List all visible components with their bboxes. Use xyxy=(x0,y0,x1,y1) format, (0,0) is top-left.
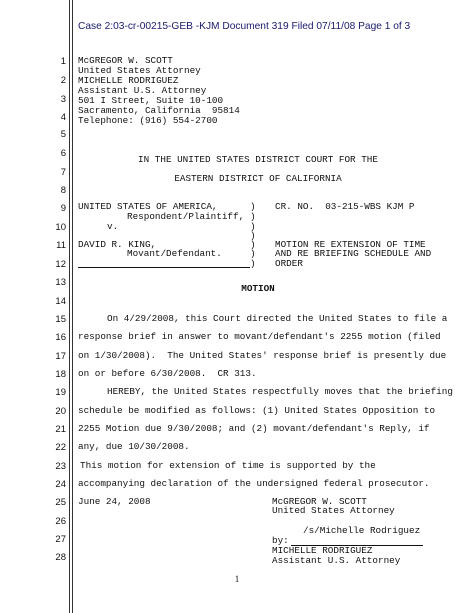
line-number: 27 xyxy=(55,534,66,545)
signature-title: United States Attorney xyxy=(272,505,395,516)
line-number: 18 xyxy=(55,369,66,380)
party-1: UNITED STATES OF AMERICA, xyxy=(78,201,218,212)
signer-name: MICHELLE RODRIGUEZ xyxy=(272,545,373,556)
line-number: 7 xyxy=(60,167,66,178)
body-line: any, due 10/30/2008. xyxy=(78,441,190,452)
line-number: 26 xyxy=(55,516,66,527)
court-name-line-1: IN THE UNITED STATES DISTRICT COURT FOR THE xyxy=(138,154,378,165)
line-number: 17 xyxy=(55,351,66,362)
caption-bracket: ) xyxy=(250,230,256,241)
left-margin-line-outer xyxy=(69,0,70,613)
address-line-1: 501 I Street, Suite 10-100 xyxy=(78,95,224,106)
line-number: 21 xyxy=(55,424,66,435)
caption-bracket: ) xyxy=(250,221,256,232)
body-line: accompanying declaration of the undersigned federal prosecutor. xyxy=(78,478,430,489)
signature-by: by: xyxy=(272,535,289,546)
party-2: DAVID R. KING, xyxy=(78,239,157,250)
line-number: 28 xyxy=(55,552,66,563)
line-number: 8 xyxy=(60,185,66,196)
ecf-header: Case 2:03-cr-00215-GEB -KJM Document 319 Filed 07/11/08 Page 1 of 3 xyxy=(78,21,411,32)
line-number: 11 xyxy=(56,240,66,251)
telephone: Telephone: (916) 554-2700 xyxy=(78,115,218,126)
line-number: 4 xyxy=(60,112,66,123)
line-number: 14 xyxy=(55,296,66,307)
electronic-signature: /s/Michelle Rodriguez xyxy=(303,525,421,536)
caption-rule xyxy=(78,267,250,268)
address-line-2: Sacramento, California 95814 xyxy=(78,105,240,116)
document-title-line-1: MOTION RE EXTENSION OF TIME xyxy=(275,239,426,250)
caption-bracket: ) xyxy=(250,211,256,222)
line-number: 25 xyxy=(55,497,66,508)
line-number: 22 xyxy=(55,442,66,453)
line-number: 10 xyxy=(55,222,66,233)
motion-heading: MOTION xyxy=(241,283,275,294)
line-number: 6 xyxy=(60,148,66,159)
counsel-title: United States Attorney xyxy=(78,65,201,76)
signature-date: June 24, 2008 xyxy=(78,496,151,507)
document-title-line-3: ORDER xyxy=(275,258,303,269)
body-line: On 4/29/2008, this Court directed the United States to file a xyxy=(107,313,448,324)
line-number: 16 xyxy=(55,332,66,343)
signature-name: McGREGOR W. SCOTT xyxy=(272,496,367,507)
page-number: 1 xyxy=(234,574,240,584)
line-number: 19 xyxy=(55,387,66,398)
body-line: This motion for extension of time is supported by the xyxy=(80,460,376,471)
case-number: CR. NO. 03-215-WBS KJM P xyxy=(275,201,415,212)
line-number: 24 xyxy=(55,479,66,490)
line-number: 20 xyxy=(55,406,66,417)
caption-bracket: ) xyxy=(250,248,256,259)
line-number: 12 xyxy=(55,259,66,270)
line-number: 1 xyxy=(60,56,66,67)
body-line: on or before 6/30/2008. CR 313. xyxy=(78,368,257,379)
line-number: 2 xyxy=(60,75,66,86)
counsel-name: McGREGOR W. SCOTT xyxy=(78,55,173,66)
left-margin-line-inner xyxy=(72,0,73,613)
assistant-name: MICHELLE RODRIGUEZ xyxy=(78,75,179,86)
line-number: 3 xyxy=(60,94,66,105)
line-number: 5 xyxy=(60,129,66,140)
body-line: on 1/30/2008). The United States' response brief is presently due xyxy=(78,350,447,361)
signer-title: Assistant U.S. Attorney xyxy=(272,555,401,566)
versus: v. xyxy=(107,221,119,232)
assistant-title: Assistant U.S. Attorney xyxy=(78,85,207,96)
body-line: 2255 Motion due 9/30/2008; and (2) movant/defendant's Reply, if xyxy=(78,423,430,434)
body-line: schedule be modified as follows: (1) United States Opposition to xyxy=(78,405,436,416)
document-title-line-2: AND RE BRIEFING SCHEDULE AND xyxy=(275,248,432,259)
line-number: 13 xyxy=(55,277,66,288)
party-2-role: Movant/Defendant. xyxy=(127,248,222,259)
line-number: 23 xyxy=(55,461,66,472)
body-line: HEREBY, the United States respectfully moves that the briefing xyxy=(107,386,453,397)
line-number: 15 xyxy=(55,314,66,325)
caption-bracket: ) xyxy=(250,258,256,269)
party-1-role: Respondent/Plaintiff, xyxy=(127,211,245,222)
body-line: response brief in answer to movant/defendant's 2255 motion (filed xyxy=(78,331,441,342)
caption-bracket: ) xyxy=(250,239,256,250)
line-number: 9 xyxy=(60,203,66,214)
court-name-line-2: EASTERN DISTRICT OF CALIFORNIA xyxy=(174,173,342,184)
caption-bracket: ) xyxy=(250,201,256,212)
